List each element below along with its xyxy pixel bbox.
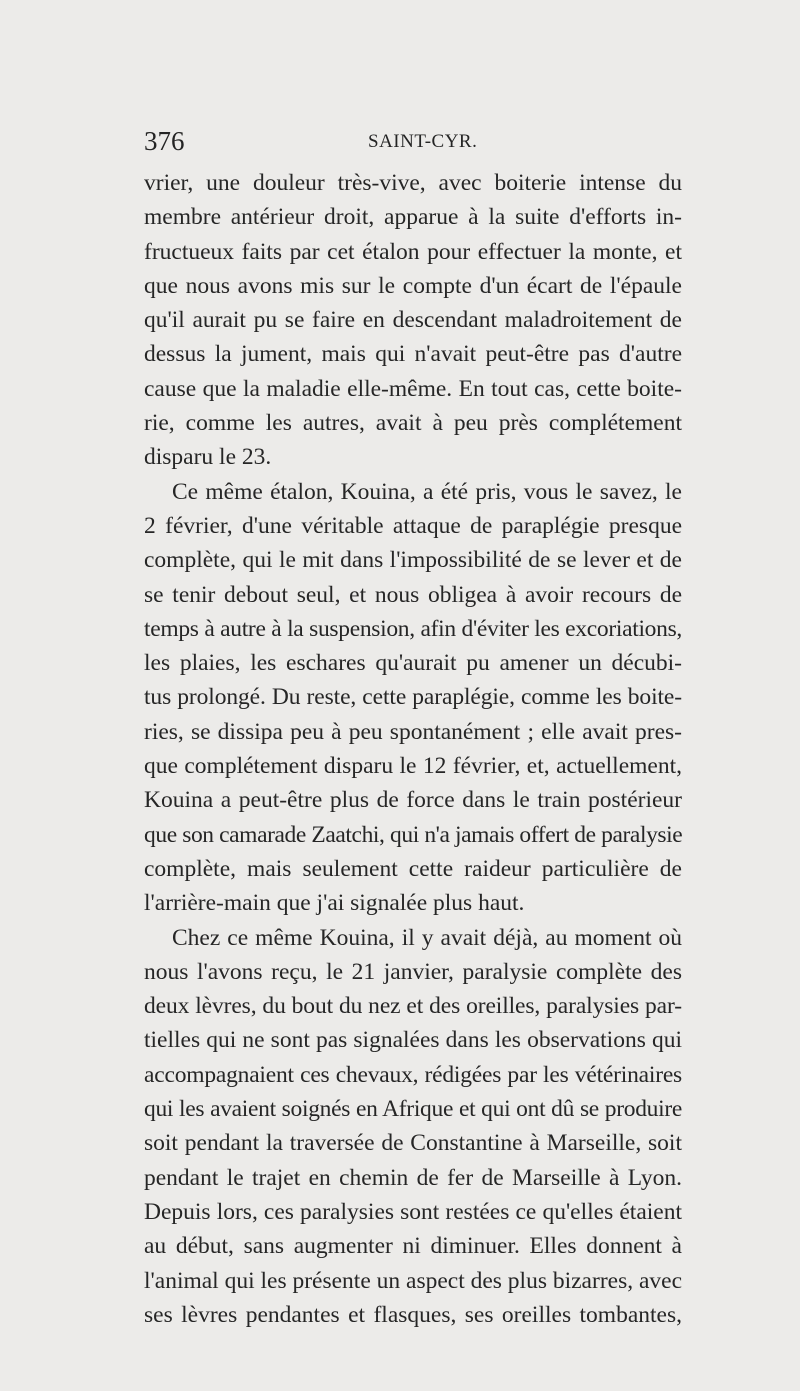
running-head bbox=[144, 126, 664, 156]
text-line: temps à autre à la suspension, afin d'éviter les excoriations, bbox=[144, 615, 682, 642]
text-line: que nous avons mis sur le compte d'un écart de l'épaule bbox=[144, 272, 682, 299]
text-line: se tenir debout seul, et nous obligea à avoir recours de bbox=[144, 581, 682, 608]
text-line: disparu le 23. bbox=[144, 444, 272, 471]
text-line: Ce même étalon, Kouina, a été pris, vous le savez, le bbox=[172, 478, 682, 505]
text-line: soit pendant la traversée de Constantine à Marseille, soit bbox=[144, 1130, 682, 1157]
text-line: pendant le trajet en chemin de fer de Marseille à Lyon. bbox=[144, 1164, 682, 1191]
text-line: qui les avaient soignés en Afrique et qui ont dû se produire bbox=[144, 1096, 682, 1123]
text-line: Depuis lors, ces paralysies sont restées ce qu'elles étaient bbox=[144, 1198, 682, 1225]
body-text bbox=[144, 166, 682, 1332]
text-line: Chez ce même Kouina, il y avait déjà, au moment où bbox=[172, 924, 682, 951]
text-line: dessus la jument, mais qui n'avait peut-être pas d'autre bbox=[144, 341, 682, 368]
text-line: accompagnaient ces chevaux, rédigées par les vétérinaires bbox=[144, 1061, 682, 1088]
text-line: les plaies, les eschares qu'aurait pu amener un décubi- bbox=[144, 650, 682, 677]
text-line: nous l'avons reçu, le 21 janvier, paralysie complète des bbox=[144, 958, 682, 985]
text-line: Kouina a peut-être plus de force dans le train postérieur bbox=[144, 787, 682, 814]
text-line: complète, mais seulement cette raideur particulière de bbox=[144, 855, 682, 882]
text-line: tielles qui ne sont pas signalées dans les observations qui bbox=[144, 1027, 682, 1054]
text-line: complète, qui le mit dans l'impossibilité de se lever et de bbox=[144, 547, 682, 574]
text-line: fructueux faits par cet étalon pour effectuer la monte, et bbox=[144, 238, 682, 265]
text-line: deux lèvres, du bout du nez et des oreilles, paralysies par- bbox=[144, 993, 682, 1020]
text-line: cause que la maladie elle-même. En tout cas, cette boite- bbox=[144, 375, 682, 402]
text-line: ses lèvres pendantes et flasques, ses oreilles tombantes, bbox=[144, 1301, 682, 1328]
text-line: ries, se dissipa peu à peu spontanément ; elle avait pres- bbox=[144, 718, 682, 745]
text-line: que complétement disparu le 12 février, et, actuellement, bbox=[144, 753, 682, 780]
text-line: l'animal qui les présente un aspect des plus bizarres, avec bbox=[144, 1267, 683, 1294]
page-number: 376 bbox=[144, 126, 185, 156]
text-line: qu'il aurait pu se faire en descendant maladroitement de bbox=[144, 307, 682, 334]
text-line: membre antérieur droit, apparue à la suite d'efforts in- bbox=[144, 204, 682, 231]
running-title: SAINT-CYR. bbox=[368, 131, 478, 152]
text-line: vrier, une douleur très-vive, avec boiterie intense du bbox=[144, 170, 682, 196]
text-line: rie, comme les autres, avait à peu près complétement bbox=[144, 410, 682, 437]
text-line: au début, sans augmenter ni diminuer. Elles donnent à bbox=[144, 1233, 682, 1260]
text-line: 2 février, d'une véritable attaque de paraplégie presque bbox=[144, 512, 682, 539]
text-line: que son camarade Zaatchi, qui n'a jamais offert de paralysie bbox=[144, 821, 683, 848]
text-line: l'arrière-main que j'ai signalée plus haut. bbox=[144, 890, 525, 917]
text-line: tus prolongé. Du reste, cette paraplégie, comme les boite- bbox=[144, 684, 682, 711]
